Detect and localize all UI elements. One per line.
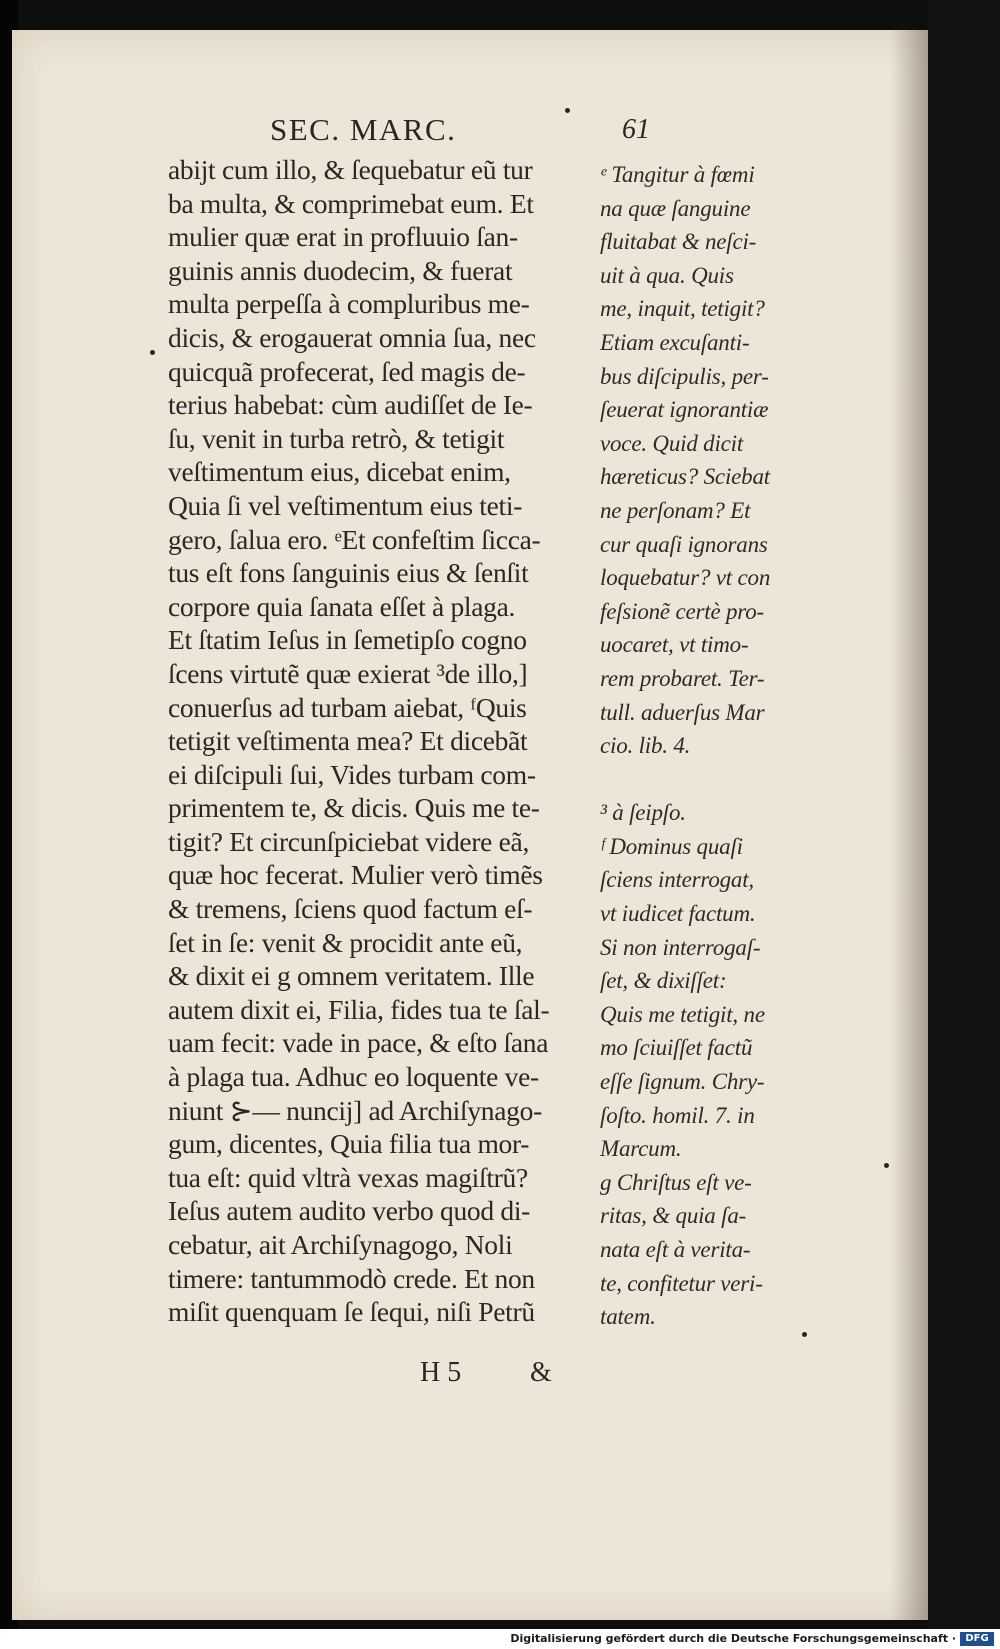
scan-border-right — [928, 0, 1000, 1649]
main-text-line: ſet in ſe: venit & procidit ante eũ, — [168, 926, 523, 958]
page-header — [270, 112, 830, 152]
main-text-line: gum, dicentes, Quia filia tua mor- — [168, 1128, 530, 1160]
margin-note-line: Marcum. — [600, 1136, 682, 1162]
margin-note-line: ſeuerat ignorantiæ — [600, 397, 769, 423]
margin-note-line: rem probaret. Ter- — [600, 665, 765, 691]
ink-speck — [884, 1163, 889, 1168]
margin-note-line: ᶠ Dominus quaſi — [600, 833, 743, 859]
main-text-line: dicis, & erogauerat omnia ſua, nec — [168, 321, 536, 353]
margin-note-line: eſſe ſignum. Chry- — [600, 1069, 765, 1095]
margin-note-line: cur quaſi ignorans — [600, 531, 768, 557]
main-text-line: abijt cum illo, & ſequebatur eũ tur — [168, 154, 533, 185]
main-text-line: quæ hoc fecerat. Mulier verò timẽs — [168, 859, 543, 891]
margin-note-line: Quis me tetigit, ne — [600, 1001, 765, 1027]
main-text-line: veſtimentum eius, dicebat enim, — [168, 456, 511, 488]
margin-note-line: na quæ ſanguine — [600, 195, 751, 221]
margin-note-line: ſciens interrogat, — [600, 867, 754, 893]
margin-note-line: Si non interrogaſ- — [600, 934, 761, 960]
margin-note-line: uit à qua. Quis — [600, 262, 734, 288]
main-text-line: quicquã profecerat, ſed magis de- — [168, 355, 526, 387]
margin-note-line: me, inquit, tetigit? — [600, 296, 765, 322]
main-text-line: ſu, venit in turba retrò, & tetigit — [168, 422, 505, 454]
main-text-line: tua eſt: quid vltrà vexas magiſtrũ? — [168, 1161, 528, 1193]
margin-note-line: nata eſt à verita- — [600, 1237, 751, 1262]
main-text-line: à plaga tua. Adhuc eo loquente ve- — [168, 1061, 539, 1093]
margin-note-line: Etiam excuſanti- — [600, 329, 750, 355]
dfg-logo-badge: DFG — [960, 1632, 994, 1646]
main-text-line: tus eſt fons ſanguinis eius & ſenſit — [168, 557, 529, 589]
main-text-line: Et ſtatim Ieſus in ſemetipſo cogno — [168, 624, 527, 656]
margin-note-line: tull. aduerſus Mar — [600, 699, 765, 725]
margin-note-line: ſet, & dixiſſet: — [600, 968, 727, 994]
margin-note-line: hæreticus? Sciebat — [600, 464, 770, 490]
margin-note-line: loquebatur? vt con — [600, 565, 771, 591]
main-text-line: autem dixit ei, Filia, fides tua te ſal- — [168, 993, 550, 1025]
margin-note-line: tatem. — [600, 1304, 656, 1330]
main-text-line: mulier quæ erat in profluuio ſan- — [168, 221, 518, 253]
margin-note-line: ᵉ Tangitur à fœmi — [600, 162, 755, 187]
page-number: 61 — [622, 114, 650, 145]
running-title: SEC. MARC. — [270, 112, 457, 147]
margin-note-line: ritas, & quia ſa- — [600, 1203, 747, 1229]
margin-note-line: feſsionẽ certè pro- — [600, 598, 764, 624]
catchword: & — [530, 1357, 552, 1388]
margin-note-line: ſoſto. homil. 7. in — [600, 1102, 755, 1128]
margin-note-line: bus diſcipulis, per- — [600, 363, 769, 389]
main-text-line: terius habebat: cùm audiſſet de Ie- — [168, 389, 533, 421]
footer-bar — [0, 1629, 1000, 1649]
main-text-line: gero, ſalua ero. ᵉEt confeſtim ſicca- — [168, 523, 541, 555]
margin-note-line: vt iudicet factum. — [600, 901, 756, 927]
page-edge-shadow — [890, 30, 928, 1620]
margin-note-line: te, confitetur veri- — [600, 1270, 763, 1296]
main-text-line: ba multa, & comprimebat eum. Et — [168, 187, 534, 219]
main-text-line: tetigit veſtimenta mea? Et dicebãt — [168, 725, 528, 757]
margin-note-line: uocaret, vt timo- — [600, 632, 749, 658]
margin-note-line: mo ſciuiſſet factũ — [600, 1035, 753, 1061]
margin-note-line: voce. Quid dicit — [600, 430, 744, 456]
main-text-line: Quia ſi vel veſtimentum eius teti- — [168, 489, 523, 521]
margin-note-line — [600, 763, 825, 797]
main-text-line: ei diſcipuli ſui, Vides turbam com- — [168, 758, 536, 790]
main-text-line: ſcens virtutẽ quæ exierat ³de illo,] — [168, 657, 528, 689]
ink-speck — [802, 1332, 807, 1337]
main-text-line: timere: tantummodò crede. Et non — [168, 1262, 535, 1294]
main-text-line: & dixit ei g omnem veritatem. Ille — [168, 960, 535, 992]
main-text-line: corpore quia ſanata eſſet à plaga. — [168, 590, 516, 622]
main-text-line: niunt ⊱— nuncij] ad Archiſynago- — [168, 1094, 542, 1126]
margin-note-line: g Chriſtus eſt ve- — [600, 1169, 752, 1195]
main-text-line: conuerſus ad turbam aiebat, ᶠQuis — [168, 691, 527, 723]
ink-speck — [150, 350, 155, 355]
main-text-line: miſit quenquam ſe ſequi, niſi Petrũ — [168, 1296, 535, 1328]
main-text-column — [168, 153, 608, 1329]
ink-speck — [565, 108, 570, 113]
margin-note-line: fluitabat & neſci- — [600, 229, 757, 255]
main-text-line: guinis annis duodecim, & fuerat — [168, 254, 513, 286]
signature-mark: H 5 — [420, 1357, 462, 1388]
margin-note-line: ne perſonam? Et — [600, 497, 751, 523]
main-text-line: uam fecit: vade in pace, & eſto ſana — [168, 1027, 549, 1059]
main-text-line: cebatur, ait Archiſynagogo, Noli — [168, 1229, 513, 1260]
funding-credit: Digitalisierung gefördert durch die Deutsche Forschungsgemeinschaft · — [510, 1632, 956, 1645]
marginal-notes-column — [600, 158, 825, 1334]
main-text-line: multa perpeſſa à compluribus me- — [168, 288, 530, 320]
main-text-line: tigit? Et circunſpiciebat videre eã, — [168, 825, 530, 857]
main-text-line: & tremens, ſciens quod factum eſ- — [168, 893, 533, 925]
main-text-line: Ieſus autem audito verbo quod di- — [168, 1195, 531, 1227]
margin-note-line: cio. lib. 4. — [600, 733, 691, 759]
main-text-line: primentem te, & dicis. Quis me te- — [168, 792, 540, 824]
margin-note-line: ³ à ſeipſo. — [600, 800, 686, 826]
